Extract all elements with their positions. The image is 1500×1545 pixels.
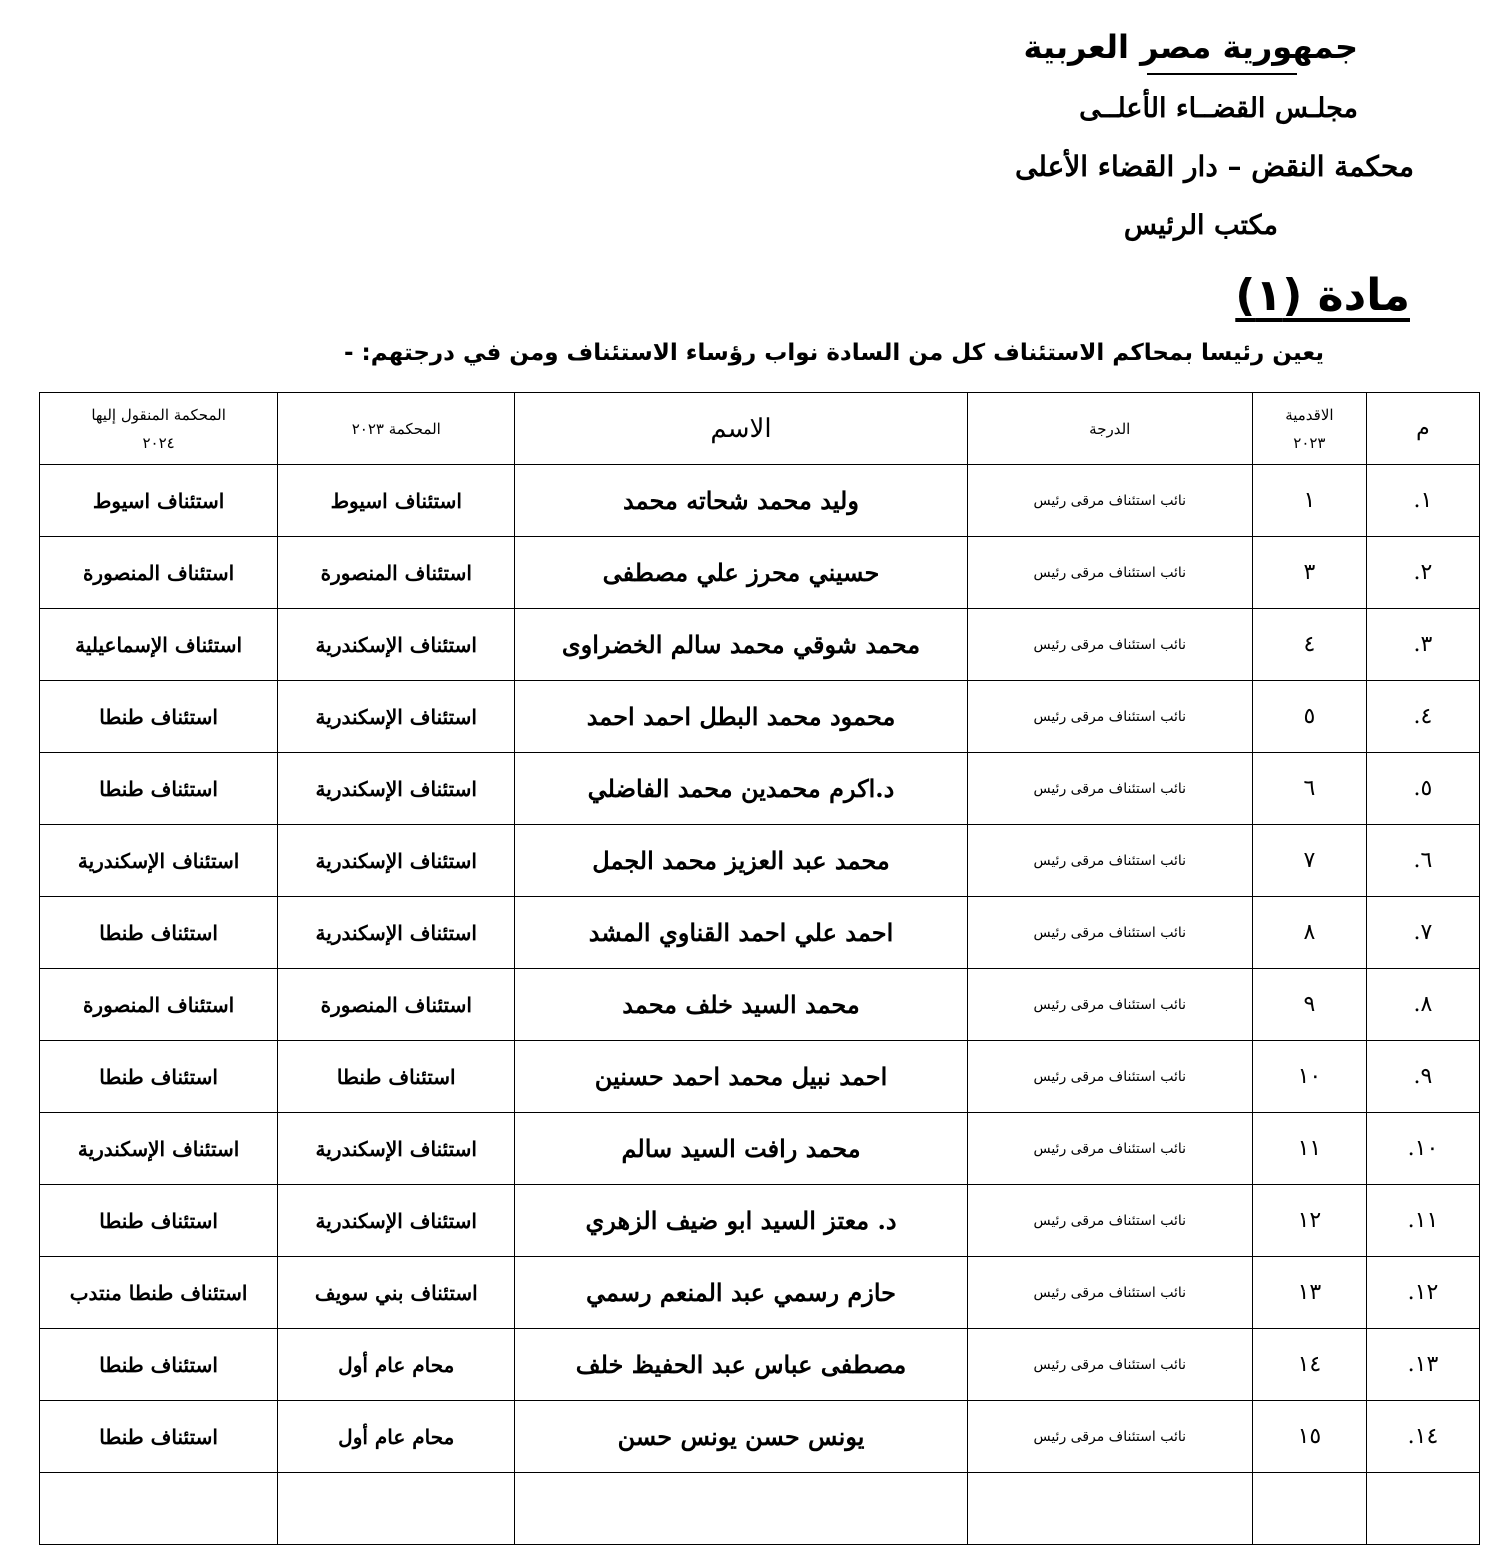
row-court: استئناف الإسكندرية [278,753,515,825]
row-serial: ١٤. [1366,1401,1479,1473]
table-row [40,1113,1480,1185]
table-row [40,465,1480,537]
table-row [40,1257,1480,1329]
row-serial: ١٠. [1366,1113,1479,1185]
row-target-court: استئناف طنطا [40,681,278,753]
row-target-court: استئناف الإسماعيلية [40,609,278,681]
row-rank: نائب استئناف مرقى رئيس [967,1401,1252,1473]
row-target-court: استئناف المنصورة [40,969,278,1041]
row-rank: نائب استئناف مرقى رئيس [967,969,1252,1041]
row-seniority: ١٢ [1252,1185,1366,1257]
row-rank: نائب استئناف مرقى رئيس [967,753,1252,825]
table-row [40,825,1480,897]
table-row [40,537,1480,609]
table-row [40,681,1480,753]
row-seniority: ١ [1252,465,1366,537]
row-serial: ٤. [1366,681,1479,753]
row-target-court: استئناف طنطا [40,1401,278,1473]
row-name: احمد علي احمد القناوي المشد [515,897,967,969]
appointments-table [39,392,1480,1545]
row-serial: ١. [1366,465,1479,537]
row-target-court: استئناف الإسكندرية [40,825,278,897]
row-target-court: استئناف طنطا [40,897,278,969]
row-serial: ١٣. [1366,1329,1479,1401]
header-seniority-label: الاقدمية [1285,405,1334,424]
empty-cell [278,1473,515,1545]
office-heading: مكتب الرئيس [1123,210,1278,241]
row-seniority: ٥ [1252,681,1366,753]
row-court: استئناف الإسكندرية [278,897,515,969]
row-name: احمد نبيل محمد احمد حسنين [515,1041,967,1113]
empty-cell [1366,1473,1479,1545]
row-seniority: ١٤ [1252,1329,1366,1401]
row-court: محام عام أول [278,1401,515,1473]
republic-underline [1147,73,1297,75]
header-name: الاسم [515,393,967,465]
table-row [40,897,1480,969]
row-name: حسيني محرز علي مصطفى [515,537,967,609]
row-serial: ٧. [1366,897,1479,969]
row-court: استئناف بني سويف [278,1257,515,1329]
row-target-court: استئناف طنطا [40,753,278,825]
empty-cell [515,1473,967,1545]
row-rank: نائب استئناف مرقى رئيس [967,825,1252,897]
table-body [40,465,1480,1545]
row-serial: ٢. [1366,537,1479,609]
council-heading: مجلـس القضــاء الأعلــى [1079,93,1358,124]
row-court: استئناف اسيوط [278,465,515,537]
row-rank: نائب استئناف مرقى رئيس [967,1041,1252,1113]
row-seniority: ٧ [1252,825,1366,897]
row-court: استئناف المنصورة [278,969,515,1041]
court-heading: محكمة النقض – دار القضاء الأعلى [1015,150,1414,183]
row-target-court: استئناف طنطا [40,1185,278,1257]
row-court: استئناف الإسكندرية [278,825,515,897]
row-seniority: ١٣ [1252,1257,1366,1329]
row-seniority: ١٥ [1252,1401,1366,1473]
row-name: محمود محمد البطل احمد احمد [515,681,967,753]
row-name: محمد عبد العزيز محمد الجمل [515,825,967,897]
row-name: يونس حسن يونس حسن [515,1401,967,1473]
row-target-court: استئناف الإسكندرية [40,1113,278,1185]
row-serial: ٣. [1366,609,1479,681]
table-header-row [40,393,1480,465]
row-name: وليد محمد شحاته محمد [515,465,967,537]
row-target-court: استئناف طنطا [40,1329,278,1401]
table-row [40,1185,1480,1257]
row-seniority: ١٠ [1252,1041,1366,1113]
row-rank: نائب استئناف مرقى رئيس [967,609,1252,681]
row-name: حازم رسمي عبد المنعم رسمي [515,1257,967,1329]
row-rank: نائب استئناف مرقى رئيس [967,1185,1252,1257]
row-serial: ٨. [1366,969,1479,1041]
row-target-court: استئناف طنطا [40,1041,278,1113]
row-serial: ١١. [1366,1185,1479,1257]
header-seniority [1252,393,1366,465]
row-rank: نائب استئناف مرقى رئيس [967,537,1252,609]
row-serial: ٥. [1366,753,1479,825]
header-serial: م [1366,393,1479,465]
header-rank: الدرجة [967,393,1252,465]
row-rank: نائب استئناف مرقى رئيس [967,1329,1252,1401]
row-court: استئناف المنصورة [278,537,515,609]
row-rank: نائب استئناف مرقى رئيس [967,465,1252,537]
table-row [40,1329,1480,1401]
row-court: استئناف الإسكندرية [278,1185,515,1257]
table-row [40,1041,1480,1113]
header-target-label: المحكمة المنقول إليها [91,405,226,424]
row-court: استئناف الإسكندرية [278,681,515,753]
row-name: د. معتز السيد ابو ضيف الزهري [515,1185,967,1257]
row-target-court: استئناف اسيوط [40,465,278,537]
row-seniority: ١١ [1252,1113,1366,1185]
row-court: استئناف الإسكندرية [278,609,515,681]
row-target-court: استئناف المنصورة [40,537,278,609]
header-target-year: ٢٠٢٤ [142,433,175,452]
article-intro: يعين رئيسا بمحاكم الاستئناف كل من السادة نواب رؤساء الاستئناف ومن في درجتهم: - [343,340,1324,366]
row-seniority: ٩ [1252,969,1366,1041]
row-court: استئناف الإسكندرية [278,1113,515,1185]
table-row-partial [40,1473,1480,1545]
table-row [40,609,1480,681]
empty-cell [1252,1473,1366,1545]
row-court: استئناف طنطا [278,1041,515,1113]
row-seniority: ٣ [1252,537,1366,609]
row-court: محام عام أول [278,1329,515,1401]
empty-cell [967,1473,1252,1545]
row-serial: ١٢. [1366,1257,1479,1329]
header-court: المحكمة ٢٠٢٣ [278,393,515,465]
row-name: محمد شوقي محمد سالم الخضراوى [515,609,967,681]
table-row [40,753,1480,825]
republic-heading: جمهورية مصر العربية [1023,28,1358,66]
row-rank: نائب استئناف مرقى رئيس [967,897,1252,969]
header-seniority-year: ٢٠٢٣ [1293,433,1326,452]
row-serial: ٦. [1366,825,1479,897]
row-name: مصطفى عباس عبد الحفيظ خلف [515,1329,967,1401]
row-rank: نائب استئناف مرقى رئيس [967,1113,1252,1185]
row-seniority: ٤ [1252,609,1366,681]
row-name: محمد رافت السيد سالم [515,1113,967,1185]
row-rank: نائب استئناف مرقى رئيس [967,681,1252,753]
row-serial: ٩. [1366,1041,1479,1113]
row-seniority: ٨ [1252,897,1366,969]
article-title: مادة (١) [1235,270,1410,321]
row-target-court: استئناف طنطا منتدب [40,1257,278,1329]
header-target [40,393,278,465]
empty-cell [40,1473,278,1545]
row-seniority: ٦ [1252,753,1366,825]
row-rank: نائب استئناف مرقى رئيس [967,1257,1252,1329]
table-row [40,1401,1480,1473]
row-name: د.اكرم محمدين محمد الفاضلي [515,753,967,825]
row-name: محمد السيد خلف محمد [515,969,967,1041]
table-row [40,969,1480,1041]
